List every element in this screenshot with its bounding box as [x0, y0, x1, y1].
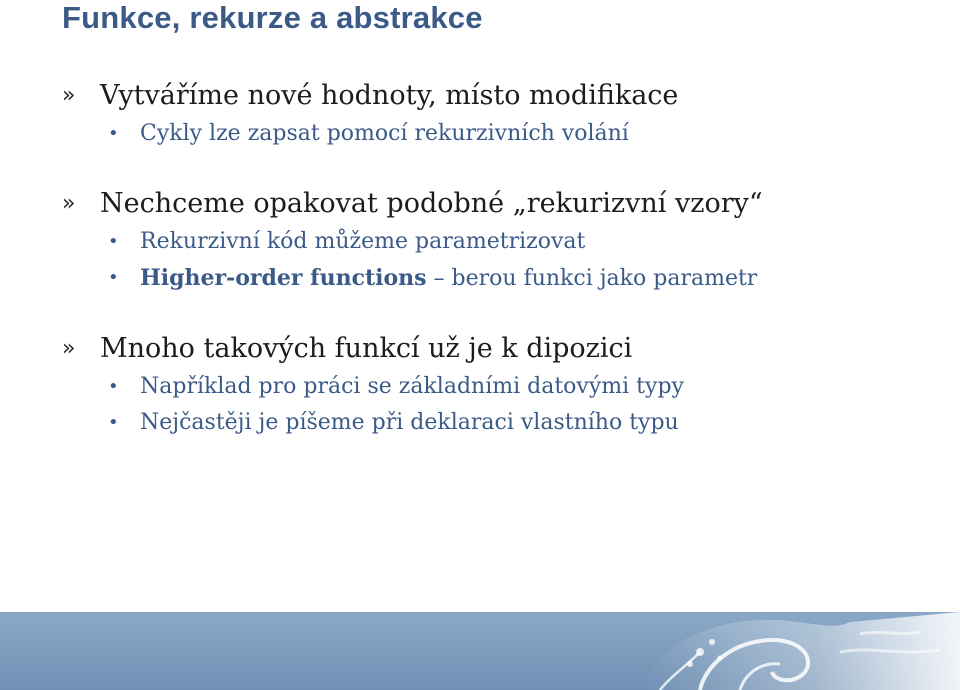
bullet-icon: • [108, 376, 119, 397]
guillemet-marker: » [62, 83, 76, 108]
level2-bullet [62, 371, 942, 403]
level2-strong-text: Higher-order functions [140, 265, 427, 291]
bullet-icon: • [108, 231, 119, 252]
bullet-icon: • [108, 267, 119, 288]
section-3 [62, 331, 942, 439]
level2-bullet [62, 226, 942, 258]
section-1 [62, 78, 942, 150]
ornament-swirl-icon [0, 612, 960, 690]
level1-text: Mnoho takových funkcí už je k dipozici [100, 333, 633, 364]
bullet-icon: • [108, 123, 119, 144]
level2-bullet [62, 118, 942, 150]
level2-bullet [62, 407, 942, 439]
slide-title: Funkce, rekurze a abstrakce [62, 0, 483, 35]
guillemet-marker: » [62, 336, 76, 361]
bullet-icon: • [108, 412, 119, 433]
level2-text: Nejčastěji je píšeme při deklaraci vlastního typu [140, 410, 679, 435]
level1-text: Vytváříme nové hodnoty, místo modifikace [100, 80, 679, 111]
level1-text: Nechceme opakovat podobné „rekurizvní vzory“ [100, 188, 763, 219]
guillemet-marker: » [62, 191, 76, 216]
level2-text: Například pro práci se základními datovými typy [140, 374, 684, 399]
level1-bullet [62, 78, 942, 114]
level2-text: – berou funkci jako parametr [426, 266, 758, 291]
section-2 [62, 186, 942, 295]
level1-bullet [62, 331, 942, 367]
slide-content [62, 78, 942, 475]
level1-bullet [62, 186, 942, 222]
footer-decoration [0, 612, 960, 690]
level2-text: Cykly lze zapsat pomocí rekurzivních volání [140, 121, 629, 146]
level2-bullet [62, 262, 942, 295]
level2-text: Rekurzivní kód můžeme parametrizovat [140, 229, 586, 254]
